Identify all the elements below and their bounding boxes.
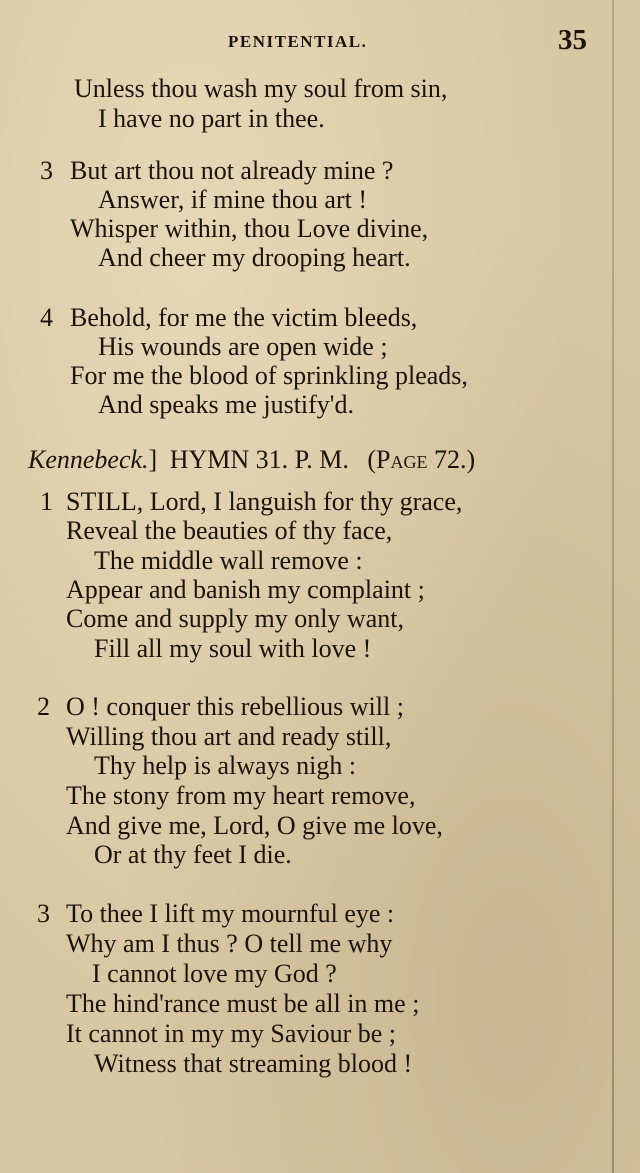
page-number: 35: [558, 24, 587, 56]
verse-line: For me the blood of sprinkling pleads,: [70, 361, 468, 390]
verse-line: Appear and banish my complaint ;: [66, 575, 425, 604]
verse-line: Answer, if mine thou art !: [98, 185, 368, 214]
verse-line: The stony from my heart remove,: [66, 781, 416, 810]
stanza-number: 3: [40, 156, 53, 185]
stanza-number: 2: [37, 692, 50, 721]
tune-bracket: ]: [148, 445, 158, 474]
verse-line: Behold, for me the victim bleeds,: [70, 303, 418, 332]
verse-line: Or at thy feet I die.: [94, 840, 292, 869]
stanza-number: 4: [40, 303, 53, 332]
verse-line: The hind'rance must be all in me ;: [66, 989, 420, 1018]
verse-line: Why am I thus ? O tell me why: [66, 929, 393, 958]
verse-line: Reveal the beauties of thy face,: [66, 516, 393, 545]
verse-line: I have no part in thee.: [98, 104, 325, 133]
verse-line: It cannot in my my Saviour be ;: [66, 1019, 397, 1048]
verse-line: Witness that streaming blood !: [94, 1049, 413, 1078]
verse-line: Willing thou art and ready still,: [66, 722, 392, 751]
verse-line: Fill all my soul with love !: [94, 634, 372, 663]
tune-name: Kennebeck.: [28, 445, 149, 474]
verse-line: The middle wall remove :: [94, 546, 363, 575]
running-head: PENITENTIAL.: [228, 32, 368, 51]
page-reference: (Page 72.): [367, 445, 476, 474]
page-gutter-line: [612, 0, 614, 1173]
verse-line: STILL, Lord, I languish for thy grace,: [66, 487, 463, 516]
stanza-number: 3: [37, 899, 50, 928]
verse-line: And speaks me justify'd.: [98, 390, 354, 419]
stanza-number: 1: [40, 487, 53, 516]
hymn-heading: [28, 445, 475, 475]
verse-line: Come and supply my only want,: [66, 604, 404, 633]
verse-line: But art thou not already mine ?: [70, 156, 394, 185]
verse-line: Unless thou wash my soul from sin,: [74, 74, 448, 103]
page-header: [0, 24, 640, 58]
verse-line: To thee I lift my mournful eye :: [66, 899, 395, 928]
verse-line: I cannot love my God ?: [92, 959, 337, 988]
verse-line: And cheer my drooping heart.: [98, 243, 411, 272]
verse-line: O ! conquer this rebellious will ;: [66, 692, 404, 721]
verse-line: Whisper within, thou Love divine,: [70, 214, 429, 243]
hymn-title: HYMN 31. P. M.: [169, 445, 349, 474]
verse-line: His wounds are open wide ;: [98, 332, 388, 361]
verse-line: Thy help is always nigh :: [94, 751, 357, 780]
verse-line: And give me, Lord, O give me love,: [66, 811, 443, 840]
